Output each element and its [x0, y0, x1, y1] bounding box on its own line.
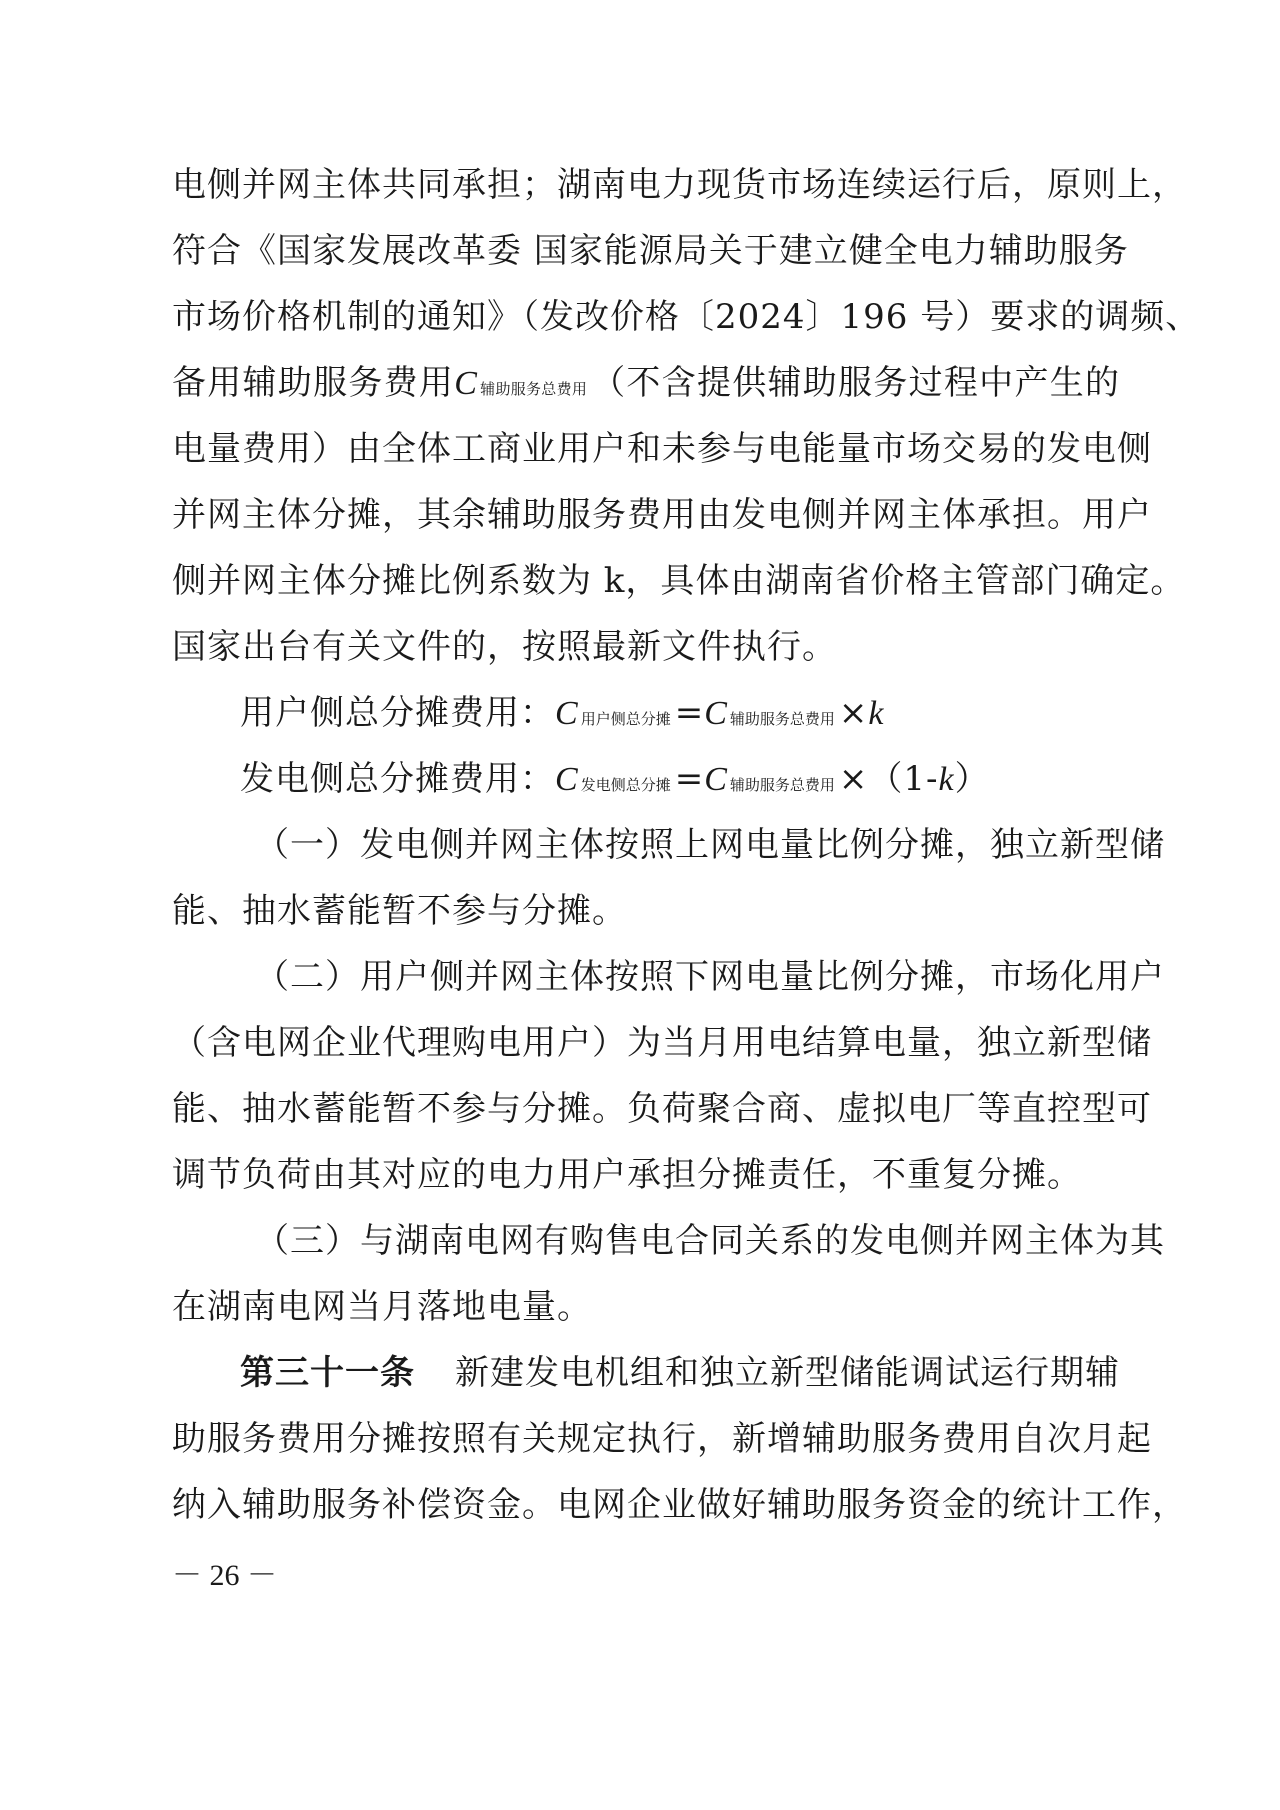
cost-symbol: C [555, 695, 579, 732]
list-item-2-cont: 调节负荷由其对应的电力用户承担分摊责任，不重复分摊。 [172, 1155, 1082, 1195]
cost-subscript: 辅助服务总费用 [479, 380, 588, 398]
text-segment: 新建发电机组和独立新型储能调试运行期辅 [455, 1353, 1120, 1393]
article-title: 第三十一条 [240, 1353, 415, 1393]
cost-subscript: 辅助服务总费用 [729, 710, 835, 728]
text-line: 助服务费用分摊按照有关规定执行，新增辅助服务费用自次月起 [172, 1419, 1152, 1459]
list-item-3-cont: 在湖南电网当月落地电量。 [172, 1287, 592, 1327]
text-line: 侧并网主体分摊比例系数为 k，具体由湖南省价格主管部门确定。 [172, 561, 1186, 601]
text-line: 电量费用）由全体工商业用户和未参与电能量市场交易的发电侧 [172, 429, 1152, 469]
times-sign: × [838, 759, 869, 799]
cost-symbol: C [555, 761, 579, 798]
cost-subscript: 发电侧总分摊 [580, 776, 671, 794]
text-line [172, 350, 1120, 416]
formula-user-side [240, 680, 885, 746]
page-number: － 26 － [172, 1559, 277, 1592]
text-line: 市场价格机制的通知》（发改价格〔2024〕196 号）要求的调频、 [172, 297, 1201, 337]
equals-sign: = [674, 759, 705, 799]
formula-label: 用户侧总分摊费用： [240, 693, 555, 733]
list-item-2-cont: （含电网企业代理购电用户）为当月用电结算电量，独立新型储 [172, 1023, 1152, 1063]
formula-generation-side [240, 746, 990, 812]
cost-subscript: 辅助服务总费用 [729, 776, 835, 794]
list-item-1: （一）发电侧并网主体按照上网电量比例分摊，独立新型储 [255, 825, 1165, 865]
k-symbol: k [938, 761, 955, 798]
text-line: 符合《国家发展改革委 国家能源局关于建立健全电力辅助服务 [172, 231, 1129, 271]
formula-label: 发电侧总分摊费用： [240, 759, 555, 799]
cost-symbol: C [704, 695, 728, 732]
k-symbol: k [868, 695, 885, 732]
text-line: 国家出台有关文件的，按照最新文件执行。 [172, 627, 837, 667]
times-sign: × [838, 693, 869, 733]
list-item-2: （二）用户侧并网主体按照下网电量比例分摊，市场化用户 [255, 957, 1165, 997]
equals-sign: = [674, 693, 705, 733]
paren-close: ） [954, 759, 990, 799]
cost-symbol: C [454, 365, 478, 402]
list-item-2-cont: 能、抽水蓄能暂不参与分摊。负荷聚合商、虚拟电厂等直控型可 [172, 1089, 1152, 1129]
paren-open: （1- [868, 759, 939, 799]
text-line: 并网主体分摊，其余辅助服务费用由发电侧并网主体承担。用户 [172, 495, 1152, 535]
list-item-1-cont: 能、抽水蓄能暂不参与分摊。 [172, 891, 627, 931]
text-segment: （不含提供辅助服务过程中产生的 [591, 363, 1120, 403]
article-31-first-line [240, 1340, 1120, 1406]
cost-symbol: C [704, 761, 728, 798]
text-line: 纳入辅助服务补偿资金。电网企业做好辅助服务资金的统计工作， [172, 1485, 1187, 1525]
cost-subscript: 用户侧总分摊 [580, 710, 671, 728]
text-line: 电侧并网主体共同承担；湖南电力现货市场连续运行后，原则上， [172, 165, 1187, 205]
text-segment: 备用辅助服务费用 [172, 363, 455, 403]
list-item-3: （三）与湖南电网有购售电合同关系的发电侧并网主体为其 [255, 1221, 1165, 1261]
